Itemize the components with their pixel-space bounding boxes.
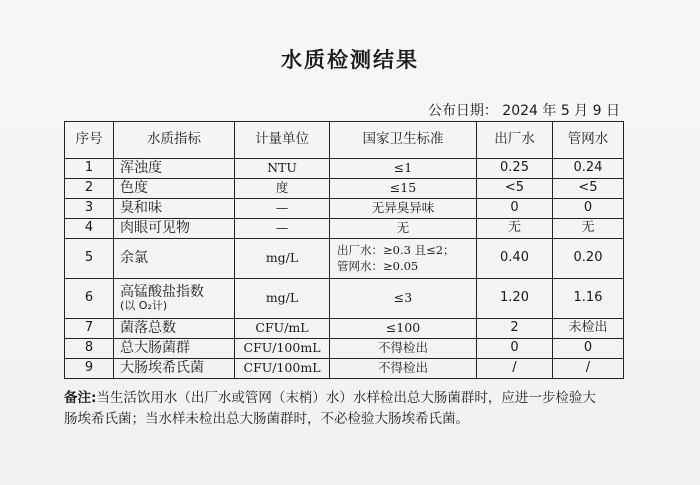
cell-indicator: 色度 bbox=[114, 179, 235, 199]
cell-no: 2 bbox=[65, 179, 114, 199]
cell-unit: — bbox=[235, 219, 330, 239]
cell-unit: mg/L bbox=[235, 279, 330, 319]
standard-line-plant: 出厂水：≥0.3 且≤2； bbox=[337, 242, 455, 257]
cell-indicator: 菌落总数 bbox=[114, 319, 235, 339]
cell-plant-value: / bbox=[477, 359, 553, 379]
header-no: 序号 bbox=[65, 122, 114, 159]
cell-indicator: 大肠埃希氏菌 bbox=[114, 359, 235, 379]
cell-network-value: 无 bbox=[553, 219, 624, 239]
header-indicator: 水质指标 bbox=[114, 122, 235, 159]
cell-no: 4 bbox=[65, 219, 114, 239]
table-row bbox=[65, 359, 624, 379]
cell-plant-value: 1.20 bbox=[477, 279, 553, 319]
cell-standard: 无异臭异味 bbox=[330, 199, 477, 219]
cell-indicator bbox=[114, 279, 235, 319]
remarks-line-2: 肠埃希氏菌；当水样未检出总大肠菌群时，不必检验大肠埃希氏菌。 bbox=[64, 410, 469, 427]
cell-standard: ≤100 bbox=[330, 319, 477, 339]
cell-standard: ≤1 bbox=[330, 159, 477, 179]
cell-plant-value: 0.25 bbox=[477, 159, 553, 179]
table-row bbox=[65, 339, 624, 359]
remarks bbox=[64, 388, 636, 430]
cell-indicator: 总大肠菌群 bbox=[114, 339, 235, 359]
cell-standard: 不得检出 bbox=[330, 359, 477, 379]
cell-plant-value: 0 bbox=[477, 339, 553, 359]
cell-no: 9 bbox=[65, 359, 114, 379]
cell-network-value: 0.20 bbox=[553, 239, 624, 279]
cell-unit: CFU/mL bbox=[235, 319, 330, 339]
table-row bbox=[65, 219, 624, 239]
cell-unit: 度 bbox=[235, 179, 330, 199]
table-row bbox=[65, 279, 624, 319]
remarks-line-1: 当生活饮用水（出厂水或管网（末梢）水）水样检出总大肠菌群时，应进一步检验大 bbox=[96, 390, 596, 406]
header-standard: 国家卫生标准 bbox=[330, 122, 477, 159]
cell-no: 7 bbox=[65, 319, 114, 339]
water-quality-table bbox=[64, 121, 624, 379]
document-title: 水质检测结果 bbox=[281, 48, 419, 72]
cell-no: 8 bbox=[65, 339, 114, 359]
cell-standard: ≤15 bbox=[330, 179, 477, 199]
cell-unit: CFU/100mL bbox=[235, 359, 330, 379]
cell-standard: ≤3 bbox=[330, 279, 477, 319]
cell-no: 1 bbox=[65, 159, 114, 179]
cell-network-value: <5 bbox=[553, 179, 624, 199]
cell-standard bbox=[330, 239, 477, 279]
cell-standard: 不得检出 bbox=[330, 339, 477, 359]
table-row bbox=[65, 199, 624, 219]
indicator-sublabel: (以 O₂计) bbox=[120, 299, 168, 313]
cell-indicator: 肉眼可见物 bbox=[114, 219, 235, 239]
header-network-water: 管网水 bbox=[553, 122, 624, 159]
cell-unit: mg/L bbox=[235, 239, 330, 279]
remarks-label: 备注: bbox=[64, 390, 97, 406]
cell-indicator: 臭和味 bbox=[114, 199, 235, 219]
cell-unit: — bbox=[235, 199, 330, 219]
cell-unit: CFU/100mL bbox=[235, 339, 330, 359]
cell-plant-value: 0 bbox=[477, 199, 553, 219]
cell-network-value: 未检出 bbox=[553, 319, 624, 339]
table-row bbox=[65, 319, 624, 339]
cell-network-value: 1.16 bbox=[553, 279, 624, 319]
standard-line-network: 管网水：≥0.05 bbox=[337, 258, 419, 273]
cell-standard: 无 bbox=[330, 219, 477, 239]
publish-date: 公布日期： 2024 年 5 月 9 日 bbox=[427, 103, 620, 119]
cell-indicator: 浑浊度 bbox=[114, 159, 235, 179]
cell-plant-value: 2 bbox=[477, 319, 553, 339]
header-unit: 计量单位 bbox=[235, 122, 330, 159]
cell-network-value: 0.24 bbox=[553, 159, 624, 179]
table-row bbox=[65, 179, 624, 199]
indicator-label: 高锰酸盐指数 bbox=[120, 284, 204, 301]
cell-indicator: 余氯 bbox=[114, 239, 235, 279]
cell-no: 5 bbox=[65, 239, 114, 279]
table-row bbox=[65, 159, 624, 179]
cell-plant-value: <5 bbox=[477, 179, 553, 199]
cell-no: 6 bbox=[65, 279, 114, 319]
cell-unit: NTU bbox=[235, 159, 330, 179]
header-plant-water: 出厂水 bbox=[477, 122, 553, 159]
table-row bbox=[65, 239, 624, 279]
cell-plant-value: 0.40 bbox=[477, 239, 553, 279]
cell-plant-value: 无 bbox=[477, 219, 553, 239]
cell-no: 3 bbox=[65, 199, 114, 219]
cell-network-value: 0 bbox=[553, 339, 624, 359]
cell-network-value: / bbox=[553, 359, 624, 379]
table-header-row bbox=[65, 122, 624, 159]
cell-network-value: 0 bbox=[553, 199, 624, 219]
